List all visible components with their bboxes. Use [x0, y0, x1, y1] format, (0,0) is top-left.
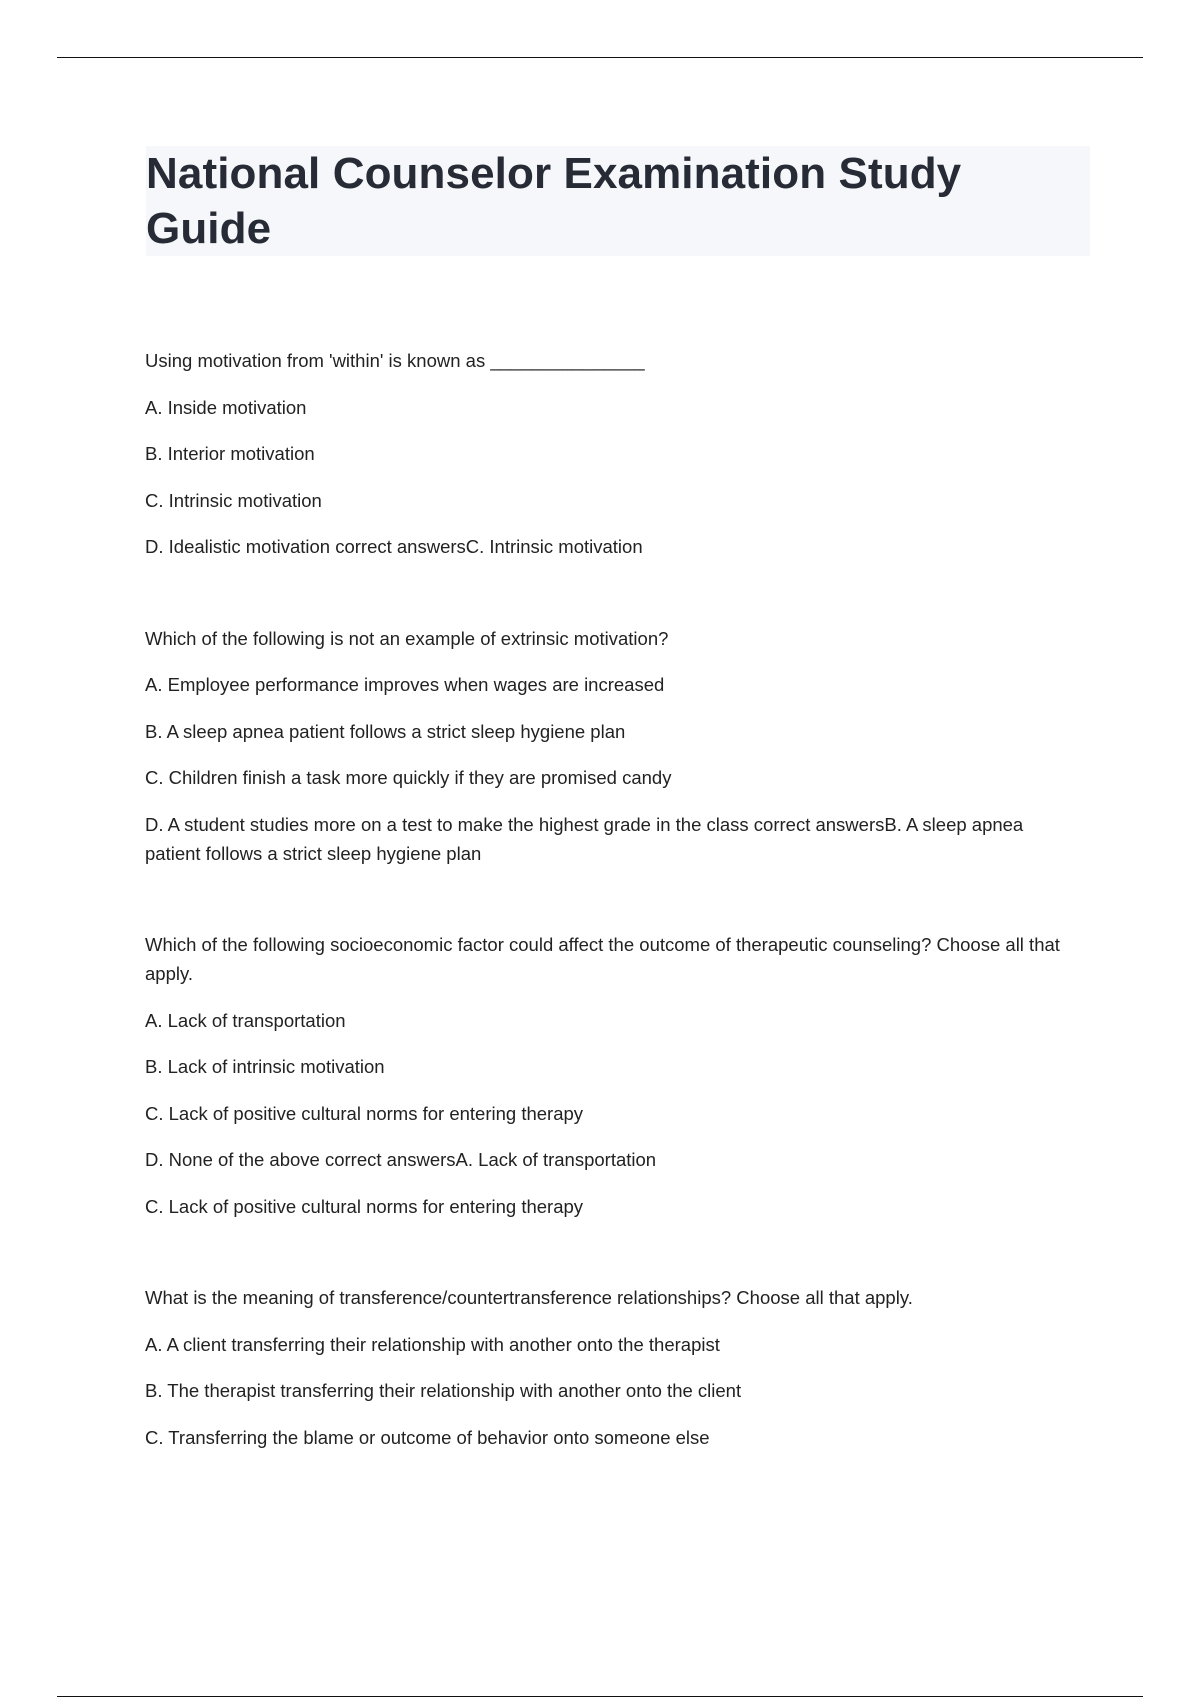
answer-option: D. A student studies more on a test to make the highest grade in the class correct answersB. A sleep apnea patient follows a strict sleep hygiene plan	[145, 813, 1024, 864]
answer-option: B. A sleep apnea patient follows a strict sleep hygiene plan	[145, 720, 626, 742]
question-block	[145, 930, 1065, 1221]
answer-option: C. Lack of positive cultural norms for entering therapy	[145, 1102, 584, 1124]
question-block	[145, 346, 1065, 561]
document-body	[145, 346, 1065, 1469]
answer-option: B. The therapist transferring their relationship with another onto the client	[145, 1380, 742, 1401]
answer-option: A. Lack of transportation	[145, 1009, 346, 1031]
question-block	[145, 624, 1065, 868]
answer-option: C. Transferring the blame or outcome of behavior onto someone else	[145, 1426, 710, 1448]
spacer	[145, 1238, 1065, 1283]
question-block	[145, 1283, 1065, 1452]
answer-option: A. Inside motivation	[145, 396, 307, 418]
question-prompt: Which of the following is not an example of extrinsic motivation?	[145, 627, 669, 649]
bottom-rule	[57, 1696, 1143, 1697]
spacer	[145, 579, 1065, 624]
answer-option: A. A client transferring their relationship with another onto the therapist	[145, 1333, 720, 1355]
top-rule	[57, 57, 1143, 58]
answer-option: C. Children finish a task more quickly if they are promised candy	[145, 767, 672, 788]
answer-option: D. None of the above correct answersA. Lack of transportation	[145, 1149, 657, 1170]
answer-option: C. Intrinsic motivation	[145, 489, 322, 511]
spacer	[145, 885, 1065, 930]
answer-option: B. Interior motivation	[145, 443, 315, 464]
question-prompt: Using motivation from 'within' is known as _______________	[145, 350, 645, 371]
answer-option: B. Lack of intrinsic motivation	[145, 1056, 385, 1077]
question-prompt: What is the meaning of transference/countertransference relationships? Choose all that apply.	[145, 1287, 913, 1308]
question-prompt: Which of the following socioeconomic factor could affect the outcome of therapeutic counseling? Choose all that apply.	[145, 934, 1060, 984]
page-title: National Counselor Examination Study Guide	[146, 149, 962, 253]
answer-option: C. Lack of positive cultural norms for entering therapy	[145, 1195, 584, 1217]
answer-option: D. Idealistic motivation correct answersC. Intrinsic motivation	[145, 536, 643, 557]
title-block	[146, 146, 1090, 256]
answer-option: A. Employee performance improves when wages are increased	[145, 674, 665, 695]
